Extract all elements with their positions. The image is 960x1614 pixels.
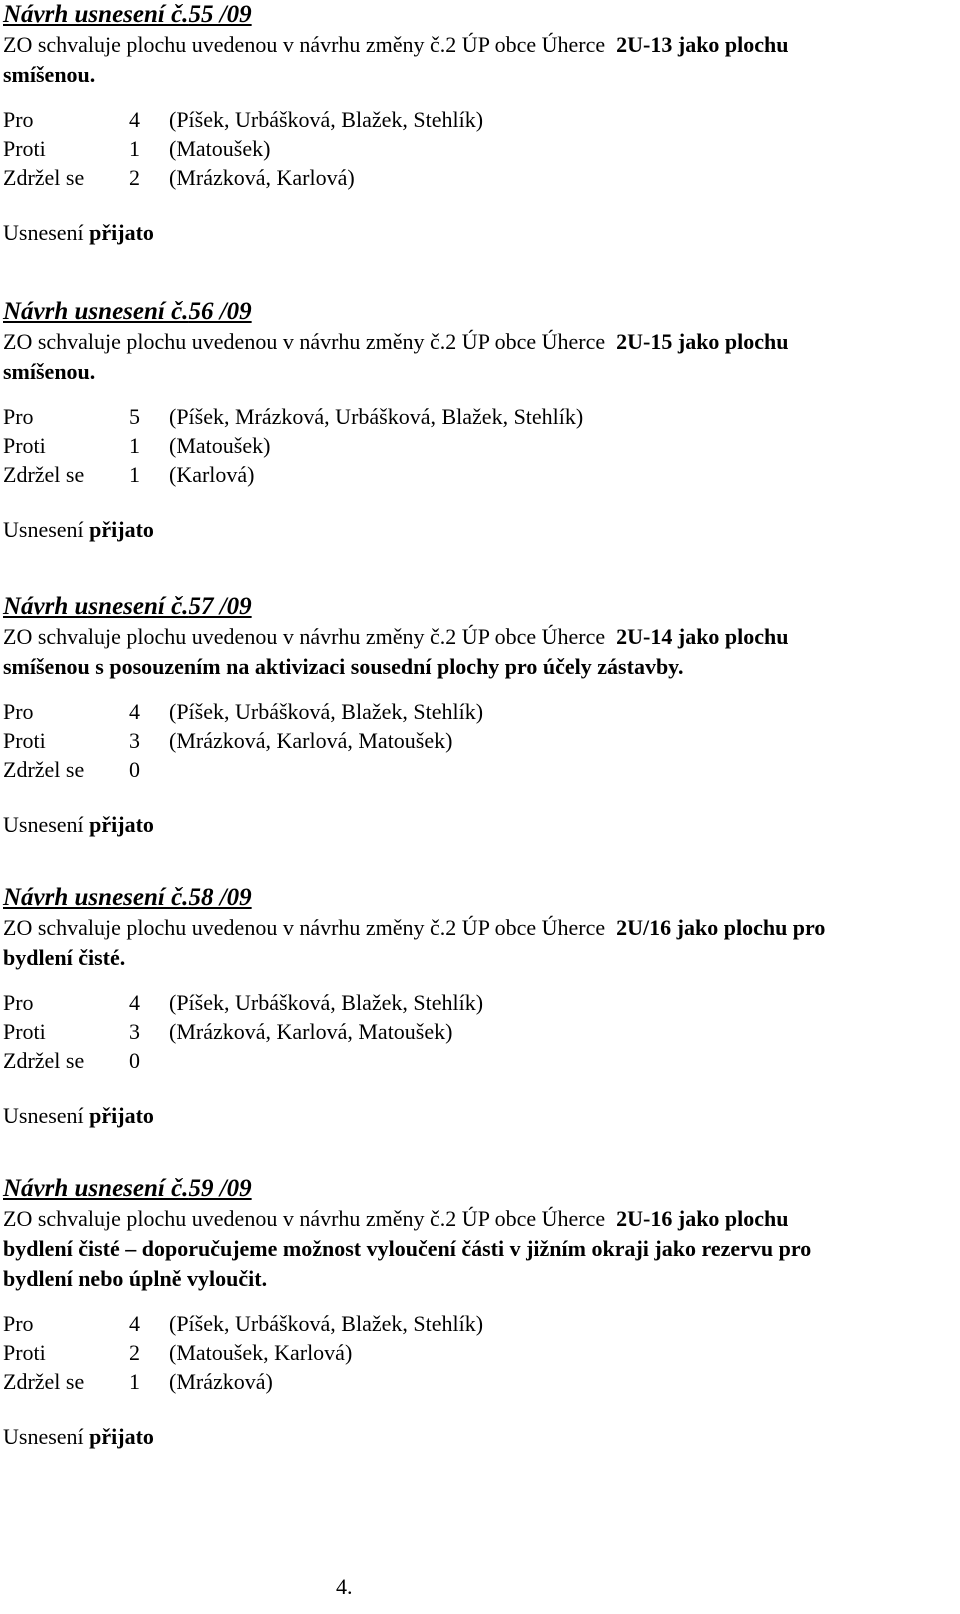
resolution-title: Návrh usnesení č.59 /09 xyxy=(3,1175,252,1202)
resolution-56 xyxy=(3,297,789,545)
resolution-title: Návrh usnesení č.55 /09 xyxy=(3,1,252,28)
vote-table xyxy=(3,105,789,192)
resolution-title: Návrh usnesení č.57 /09 xyxy=(3,593,252,620)
resolution-57 xyxy=(3,592,789,840)
vote-row-proti: Proti 3 (Mrázková, Karlová, Matoušek) xyxy=(3,728,453,753)
vote-row-zdrzel: Zdržel se 0 xyxy=(3,1048,140,1073)
resolution-text: ZO schvaluje plochu uvedenou v návrhu změny č.2 ÚP obce Úherce 2U/16 jako plochu pro xyxy=(3,915,826,940)
resolution-text: ZO schvaluje plochu uvedenou v návrhu změny č.2 ÚP obce Úherce 2U-16 jako plochu xyxy=(3,1206,789,1231)
vote-row-proti: Proti 2 (Matoušek, Karlová) xyxy=(3,1340,353,1365)
resolution-result: Usnesení přijato xyxy=(3,1424,154,1449)
resolution-58 xyxy=(3,883,825,1131)
resolution-result: Usnesení přijato xyxy=(3,812,154,837)
resolution-text-continued: smíšenou. xyxy=(3,359,96,384)
resolution-text: ZO schvaluje plochu uvedenou v návrhu změny č.2 ÚP obce Úherce 2U-15 jako plochu xyxy=(3,329,789,354)
vote-row-pro: Pro 4 (Píšek, Urbášková, Blažek, Stehlík) xyxy=(3,699,484,724)
vote-row-pro: Pro 4 (Píšek, Urbášková, Blažek, Stehlík) xyxy=(3,107,484,132)
vote-row-zdrzel: Zdržel se 0 xyxy=(3,757,140,782)
resolution-text-continued: smíšenou. xyxy=(3,62,96,87)
vote-row-zdrzel: Zdržel se 1 (Mrázková) xyxy=(3,1369,273,1394)
resolution-text: ZO schvaluje plochu uvedenou v návrhu změny č.2 ÚP obce Úherce 2U-13 jako plochu xyxy=(3,32,789,57)
resolution-title: Návrh usnesení č.56 /09 xyxy=(3,298,252,325)
resolution-result: Usnesení přijato xyxy=(3,517,154,542)
resolution-text-continued-2: bydlení nebo úplně vyloučit. xyxy=(3,1266,268,1291)
vote-row-proti: Proti 1 (Matoušek) xyxy=(3,433,271,458)
resolution-text: ZO schvaluje plochu uvedenou v návrhu změny č.2 ÚP obce Úherce 2U-14 jako plochu xyxy=(3,624,789,649)
vote-table xyxy=(3,402,789,489)
resolution-text-continued: bydlení čisté. xyxy=(3,945,126,970)
vote-row-zdrzel: Zdržel se 1 (Karlová) xyxy=(3,462,255,487)
vote-row-pro: Pro 4 (Píšek, Urbášková, Blažek, Stehlík) xyxy=(3,1311,484,1336)
resolution-text-continued: smíšenou s posouzením na aktivizaci sousední plochy pro účely zástavby. xyxy=(3,654,684,679)
resolution-text-continued: bydlení čisté – doporučujeme možnost vyloučení části v jižním okraji jako rezervu pro xyxy=(3,1236,812,1261)
vote-row-zdrzel: Zdržel se 2 (Mrázková, Karlová) xyxy=(3,165,355,190)
resolution-55 xyxy=(3,0,789,248)
resolution-result: Usnesení přijato xyxy=(3,220,154,245)
vote-table xyxy=(3,988,825,1075)
vote-row-pro: Pro 4 (Píšek, Urbášková, Blažek, Stehlík) xyxy=(3,990,484,1015)
vote-row-proti: Proti 1 (Matoušek) xyxy=(3,136,271,161)
vote-row-pro: Pro 5 (Píšek, Mrázková, Urbášková, Blažek, Stehlík) xyxy=(3,404,584,429)
vote-table xyxy=(3,697,789,784)
page-number: 4. xyxy=(336,1574,353,1599)
resolution-result: Usnesení přijato xyxy=(3,1103,154,1128)
resolution-59 xyxy=(3,1174,811,1452)
vote-row-proti: Proti 3 (Mrázková, Karlová, Matoušek) xyxy=(3,1019,453,1044)
resolution-title: Návrh usnesení č.58 /09 xyxy=(3,884,252,911)
vote-table xyxy=(3,1309,811,1396)
